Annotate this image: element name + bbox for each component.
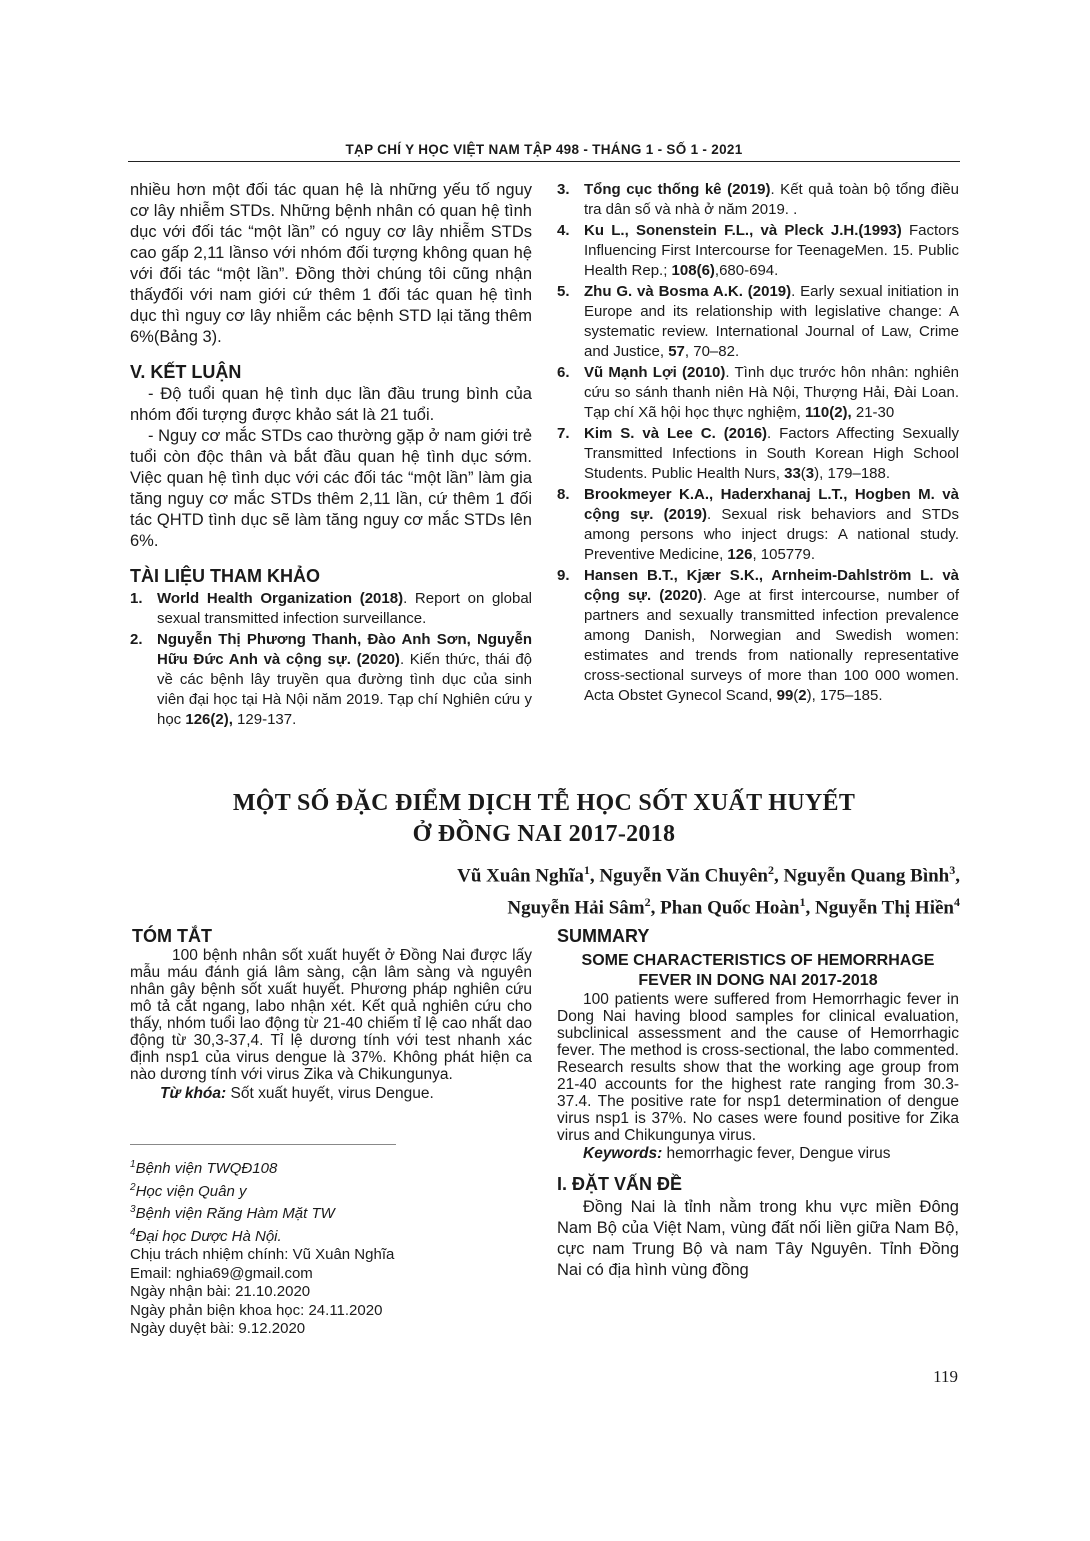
keywords-vi-label: Từ khóa:: [160, 1085, 227, 1102]
reference-emphasis: 126(2),: [185, 711, 233, 728]
footnote-marker: 3: [130, 1204, 136, 1215]
references-heading: TÀI LIỆU THAM KHẢO: [130, 566, 320, 586]
intro-body: Đồng Nai là tỉnh nằm trong khu vực miền Đông Nam Bộ của Việt Nam, vùng đất nối liền giữa Nam Bộ, cực nam Trung Bộ và nam Tây Nguyên. Tỉnh Đồng Nai có địa hình vùng đồng: [557, 1198, 959, 1279]
author-separator: ,: [773, 865, 784, 887]
conclusion-heading: V. KẾT LUẬN: [130, 362, 242, 382]
reference-emphasis: Hansen B.T., Kjær S.K., Arnheim-Dahlström L. và cộng sự. (2020): [584, 567, 959, 604]
reference-emphasis: Ku L., Sonenstein F.L., và Pleck J.H.(1993): [584, 222, 902, 239]
author-affiliation-marker: 2: [767, 863, 774, 877]
reference-item: [130, 630, 532, 730]
reference-number: 9.: [557, 567, 570, 584]
footnote-text: Đại học Dược Hà Nội.: [135, 1227, 282, 1245]
reference-text: . Factors Affecting Sexually Transmitted Infections in South Korean High School Students. Public Health Nurs,: [584, 425, 959, 482]
article-title-line-2: Ở ĐỒNG NAI 2017-2018: [412, 821, 676, 847]
footnote-text: Bệnh viện Răng Hàm Mặt TW: [135, 1205, 335, 1222]
reference-emphasis: 99: [776, 687, 794, 704]
reference-emphasis: 2: [798, 687, 807, 704]
reference-emphasis: Zhu G. và Bosma A.K. (2019): [584, 283, 792, 300]
reference-emphasis: 3: [805, 465, 815, 482]
author-line-2: [457, 889, 960, 921]
author-affiliation-marker: 4: [954, 895, 960, 910]
right-column: [557, 180, 959, 707]
article-meta-line: Ngày phản biện khoa học: 24.11.2020: [130, 1301, 383, 1319]
reference-text: Factors Influencing First Intercourse for TeenageMen. 15. Public Health Rep.;: [584, 222, 959, 279]
keywords-vi-text: Sốt xuất huyết, virus Dengue.: [226, 1085, 434, 1102]
author-separator: ,: [650, 897, 661, 919]
summary-body: 100 patients were suffered from Hemorrhagic fever in Dong Nai having blood samples for clinical evaluation, subclinical assessment and the cause of Hemorrhagic fever. The method is cross-sectional, the labo commented. Research results show that the working age group from 21-40 accounts for the highest rate ranging from 30.3-37.4. The positive rate for nsp1 determination of dengue virus nsp1 is 37%. No cases were found positive for Zika virus and Chikungunya virus.: [557, 991, 959, 1144]
author-name: Phan Quốc Hoàn: [660, 897, 800, 919]
conclusion-paragraph-1: - Độ tuổi quan hệ tình dục lần đầu trung bình của nhóm đối tượng được khảo sát là 21 tuổi.: [130, 385, 532, 424]
summary-keywords: [557, 1145, 959, 1162]
article-meta-line: Chịu trách nhiệm chính: Vũ Xuân Nghĩa: [130, 1246, 395, 1263]
reference-number: 6.: [557, 364, 570, 381]
reference-emphasis: 110(2),: [805, 404, 852, 421]
reference-text: . Kiến thức, thái độ về các bệnh lây truyền qua đường tình dục của sinh viên đại học tại Hà Nội năm 2019. Tạp chí Nghiên cứu y học: [157, 651, 533, 728]
reference-emphasis: Brookmeyer K.A., Haderxhanaj L.T., Hogben M. và cộng sự. (2019): [584, 486, 959, 523]
reference-text: . Kết quả toàn bộ tổng điều tra dân số và nhà ở năm 2019. .: [584, 181, 959, 218]
summary-title-line-1: SOME CHARACTERISTICS OF HEMORRHAGE: [581, 952, 935, 969]
reference-number: 5.: [557, 283, 570, 300]
reference-text: ), 179–188.: [814, 465, 891, 482]
article-meta-line: Ngày duyệt bài: 9.12.2020: [130, 1320, 306, 1337]
conclusion-paragraph-2: - Nguy cơ mắc STDs cao thường gặp ở nam giới trẻ tuổi còn độc thân và bắt đầu quan hệ tình dục sớm. Việc quan hệ tình dục với các đối tác “một lần” làm gia tăng nguy cơ mắc STDs thêm 2,11 lần, cứ thêm 1 đối tác QHTD tình dục sẽ làm tăng nguy cơ mắc STDs lên 6%.: [130, 427, 532, 550]
reference-emphasis: Vũ Mạnh Lợi (2010): [584, 364, 726, 381]
reference-emphasis: Nguyễn Thị Phương Thanh, Đào Anh Sơn, Nguyễn Hữu Đức Anh và cộng sự. (2020): [157, 631, 532, 668]
abstract-vi: [130, 926, 532, 1102]
reference-emphasis: World Health Organization (2018): [157, 590, 404, 607]
footnote-affiliation: [130, 1224, 532, 1247]
reference-emphasis: 108(6): [671, 262, 715, 279]
reference-number: 3.: [557, 181, 570, 198]
article-title: [128, 788, 960, 850]
reference-emphasis: 33: [784, 465, 801, 482]
reference-emphasis: Tổng cục thống kê (2019): [584, 181, 771, 198]
author-name: Nguyễn Quang Bình: [783, 865, 950, 887]
article-meta-line: Ngày nhận bài: 21.10.2020: [130, 1283, 311, 1300]
reference-item: [557, 485, 959, 565]
reference-text: . Age at first intercourse, number of partners and sexually transmitted infection prevalence among Danish, Norwegian and Swedish women: estimates and trends from nationally representative cross-sectional surveys of more than 100 000 women. Acta Obstet Gynecol Scand,: [584, 587, 959, 704]
author-affiliation-marker: 1: [799, 895, 806, 910]
reference-item: [557, 566, 959, 706]
summary-heading: SUMMARY: [557, 926, 650, 946]
reference-text: (: [800, 465, 806, 482]
reference-text: . Early sexual initiation in Europe and its relationship with legislative change: A systematic review. International Journal of Law, Crime and Justice,: [584, 283, 959, 360]
footnote-affiliation: [130, 1179, 532, 1202]
reference-number: 7.: [557, 425, 570, 442]
author-list: [457, 857, 960, 922]
intro-paragraph: nhiều hơn một đối tác quan hệ là những yếu tố nguy cơ lây nhiễm STDs. Những bệnh nhân có quan hệ tình dục với đối tác “một lần” có nguy cơ lây nhiễm STDs cao gấp 2,11 lầnso với nhóm đối tượng không quan hệ với đối tác “một lần”. Đồng thời chúng tôi cũng nhận thấyđối với nam giới cứ thêm 1 đối tác quan hệ tình dục thì nguy cơ lây nhiễm các bệnh STD lại tăng thêm 6%(Bảng 3).: [130, 181, 532, 346]
author-affiliation-marker: 1: [583, 863, 590, 877]
reference-emphasis: 126: [727, 546, 753, 563]
keywords-en-label: Keywords:: [583, 1145, 663, 1162]
reference-item: [130, 589, 532, 629]
article-meta-line: Email: nghia69@gmail.com: [130, 1264, 313, 1282]
footnote-affiliation: [130, 1201, 532, 1224]
author-line-1: [457, 857, 960, 889]
intro-heading: I. ĐẶT VẤN ĐỀ: [557, 1174, 683, 1194]
journal-header: TẠP CHÍ Y HỌC VIỆT NAM TẬP 498 - THÁNG 1 - SỐ 1 - 2021: [128, 142, 960, 162]
author-affiliation-marker: 2: [644, 895, 651, 910]
page-number: 119: [933, 1367, 958, 1386]
footnote-text: Học viện Quân y: [135, 1182, 247, 1200]
abstract-vi-body: 100 bệnh nhân sốt xuất huyết ở Đồng Nai được lấy mẫu máu đánh giá lâm sàng, cận lâm sàng và nguyên nhân gây bệnh sốt xuất huyết. Phương pháp nghiên cứu mô tả cắt ngang, labo nhận xét. Kết quả nghiên cứu cho thấy, nhóm tuổi lao động từ 21-40 chiếm tỉ lệ cao nhất dao động từ 30,3-37,4. Tỉ lệ dương tính với test nhanh xác định nsp1 của virus dengue là 37%. Không phát hiện ca nào dương tính với virus Zika và Chikungunya.: [130, 947, 532, 1083]
footnote-marker: 2: [130, 1181, 136, 1193]
footnote-affiliation: [130, 1156, 532, 1179]
reference-text: , 105779.: [752, 546, 815, 563]
reference-number: 1.: [130, 590, 143, 607]
reference-item: [557, 221, 959, 281]
author-separator: ,: [955, 865, 960, 887]
reference-text: ,680-694.: [714, 262, 779, 279]
summary-title-line-2: FEVER IN DONG NAI 2017-2018: [638, 972, 878, 989]
reference-text: . Tình dục trước hôn nhân: nghiên cứu so sánh thanh niên Hà Nội, Thượng Hải, Đài Loan. Tạp chí Xã hội học thực nghiệm,: [584, 364, 959, 421]
footnote-divider: [130, 1144, 396, 1145]
abstract-vi-keywords: [130, 1085, 532, 1102]
summary: [557, 926, 959, 1281]
reference-text: ), 175–185.: [806, 687, 883, 704]
reference-number: 8.: [557, 486, 570, 503]
reference-number: 2.: [130, 631, 143, 648]
reference-text: . Sexual risk behaviors and STDs among persons who inject drugs: A national study. Preventive Medicine,: [584, 506, 959, 563]
footnote-marker: 4: [130, 1226, 136, 1238]
author-separator: ,: [805, 897, 815, 919]
reference-emphasis: 57: [668, 343, 685, 360]
footnote-marker: 1: [130, 1159, 136, 1170]
reference-list-right: [557, 180, 959, 706]
reference-text: , 70–82.: [684, 343, 740, 360]
author-name: Nguyễn Văn Chuyên: [599, 865, 768, 887]
reference-item: [557, 363, 959, 423]
reference-item: [557, 180, 959, 220]
reference-text: . Report on global sexual transmitted infection surveillance.: [157, 590, 532, 627]
author-affiliation-marker: 3: [949, 863, 956, 877]
article-title-line-1: MỘT SỐ ĐẶC ĐIỂM DỊCH TỄ HỌC SỐT XUẤT HUYẾT: [232, 790, 856, 816]
reference-number: 4.: [557, 222, 570, 239]
author-name: Vũ Xuân Nghĩa: [457, 865, 584, 887]
summary-title: [557, 951, 959, 991]
author-name: Nguyễn Hải Sâm: [507, 897, 645, 919]
reference-text: 21-30: [851, 404, 895, 421]
reference-list-left: [130, 589, 532, 730]
left-column: [130, 180, 532, 731]
reference-item: [557, 282, 959, 362]
abstract-vi-heading: TÓM TẮT: [132, 926, 212, 946]
reference-text: (: [793, 687, 799, 704]
footnotes: [130, 1156, 532, 1339]
reference-emphasis: Kim S. và Lee C. (2016): [584, 425, 768, 442]
reference-text: 129-137.: [232, 711, 297, 728]
footnote-text: Bệnh viện TWQĐ108: [135, 1160, 278, 1177]
reference-item: [557, 424, 959, 484]
keywords-en-text: hemorrhagic fever, Dengue virus: [662, 1145, 891, 1162]
author-name: Nguyễn Thị Hiền: [814, 897, 954, 919]
author-separator: ,: [589, 865, 600, 887]
